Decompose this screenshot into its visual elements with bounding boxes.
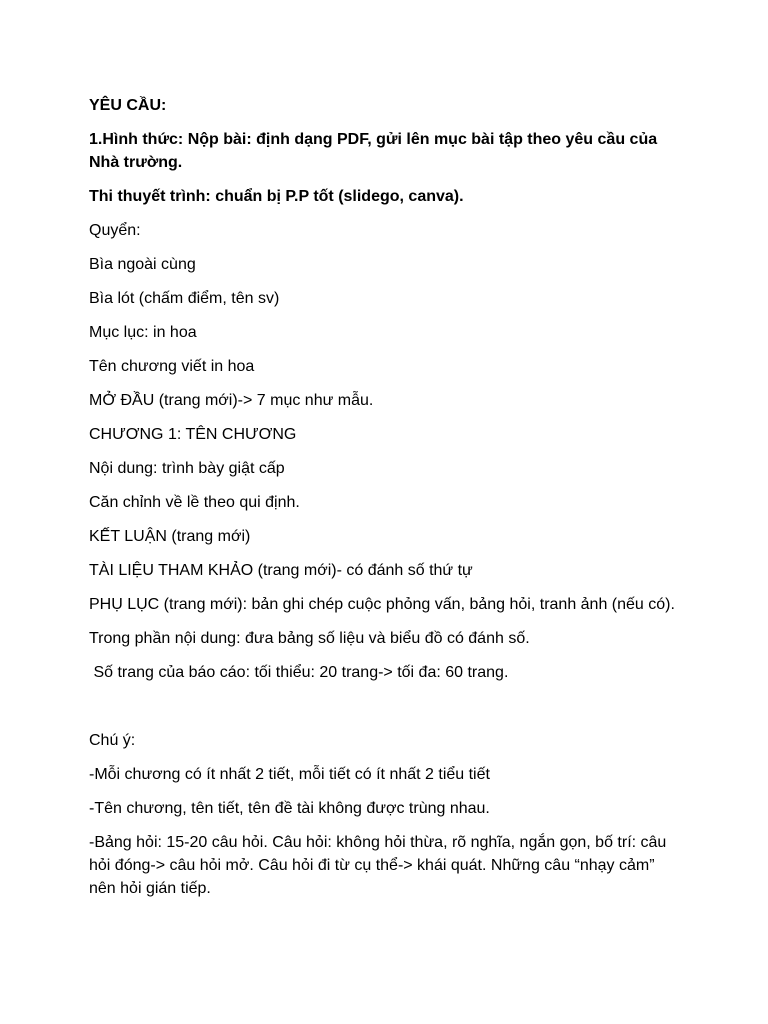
requirement-presentation: Thi thuyết trình: chuẩn bị P.P tốt (slidego, canva). (89, 188, 464, 205)
note-unique-names: -Tên chương, tên tiết, tên đề tài không được trùng nhau. (89, 800, 490, 817)
line-content: Nội dung: trình bày giật cấp (89, 460, 285, 477)
line-references: TÀI LIỆU THAM KHẢO (trang mới)- có đánh số thứ tự (89, 562, 473, 579)
blank-line (89, 695, 679, 718)
notes-heading: Chú ý: (89, 732, 136, 749)
line-chapter-names: Tên chương viết in hoa (89, 358, 255, 375)
note-questionnaire: -Bảng hỏi: 15-20 câu hỏi. Câu hỏi: không hỏi thừa, rõ nghĩa, ngắn gọn, bố trí: câu hỏi đóng-> câu hỏi mở. Câu hỏi đi từ cụ thể-> khái quát. Những câu “nhạy cảm” nên hỏi gián tiếp. (89, 834, 671, 897)
document-body (89, 94, 679, 911)
heading-requirements: YÊU CẦU: (89, 97, 167, 114)
line-conclusion: KẾT LUẬN (trang mới) (89, 528, 251, 545)
line-alignment: Căn chỉnh về lề theo qui định. (89, 494, 300, 511)
line-page-count: Số trang của báo cáo: tối thiểu: 20 trang-> tối đa: 60 trang. (89, 664, 509, 681)
line-inner-cover: Bìa lót (chấm điểm, tên sv) (89, 290, 280, 307)
line-appendix: PHỤ LỤC (trang mới): bản ghi chép cuộc phỏng vấn, bảng hỏi, tranh ảnh (nếu có). (89, 596, 675, 613)
line-outer-cover: Bìa ngoài cùng (89, 256, 196, 273)
line-book: Quyển: (89, 222, 141, 239)
line-introduction: MỞ ĐẦU (trang mới)-> 7 mục như mẫu. (89, 392, 374, 409)
note-sections: -Mỗi chương có ít nhất 2 tiết, mỗi tiết có ít nhất 2 tiểu tiết (89, 766, 490, 783)
line-data-tables: Trong phần nội dung: đưa bảng số liệu và biểu đồ có đánh số. (89, 630, 530, 647)
line-table-of-contents: Mục lục: in hoa (89, 324, 197, 341)
line-chapter-1: CHƯƠNG 1: TÊN CHƯƠNG (89, 426, 297, 443)
requirement-format: 1.Hình thức: Nộp bài: định dạng PDF, gửi lên mục bài tập theo yêu cầu của Nhà trường. (89, 131, 662, 171)
